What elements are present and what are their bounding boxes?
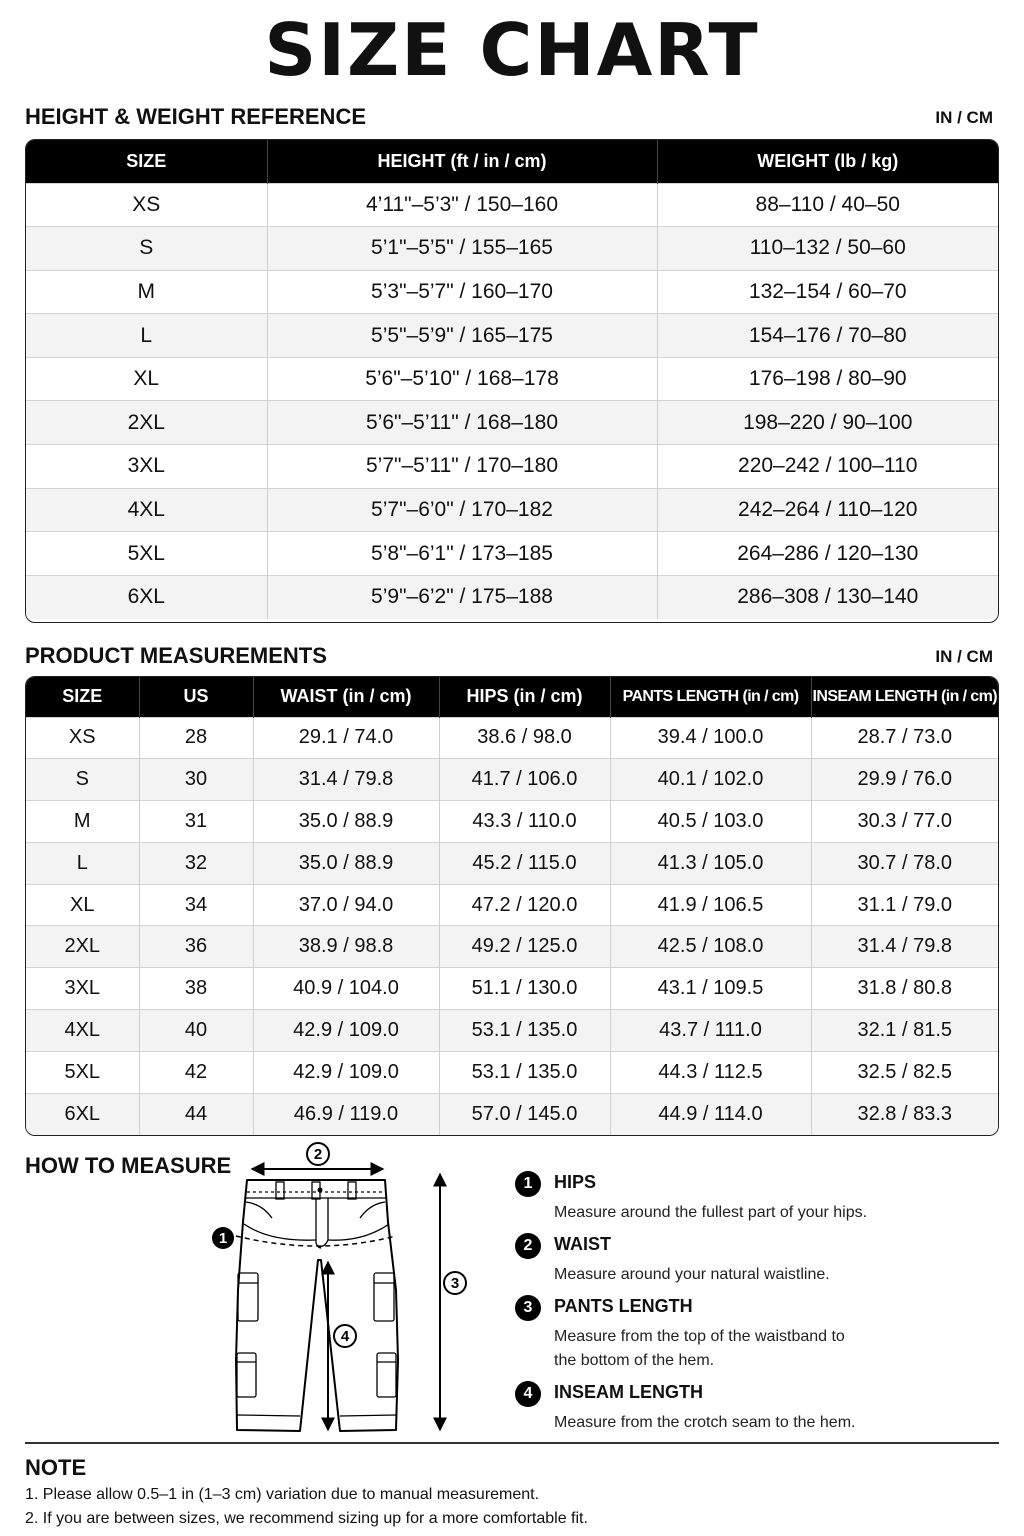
product-measurements-table	[25, 676, 999, 1136]
cell-height: 5’5"–5’9" / 165–175	[267, 314, 657, 358]
cell-size: L	[26, 314, 267, 358]
cell-pants-length: 40.5 / 103.0	[610, 801, 811, 843]
cell-us: 30	[139, 759, 253, 801]
cell-height: 5’3"–5’7" / 160–170	[267, 270, 657, 314]
cell-size: XL	[26, 884, 139, 926]
cell-height: 5’8"–6’1" / 173–185	[267, 532, 657, 576]
column-header-waist: WAIST (in / cm)	[253, 677, 439, 717]
cell-hips: 57.0 / 145.0	[439, 1093, 610, 1135]
cell-hips: 53.1 / 135.0	[439, 1010, 610, 1052]
cell-waist: 31.4 / 79.8	[253, 759, 439, 801]
cell-waist: 29.1 / 74.0	[253, 717, 439, 759]
cell-height: 5’1"–5’5" / 155–165	[267, 227, 657, 271]
divider	[25, 1442, 999, 1444]
cell-pants-length: 39.4 / 100.0	[610, 717, 811, 759]
cell-us: 42	[139, 1051, 253, 1093]
cell-waist: 35.0 / 88.9	[253, 842, 439, 884]
column-header-size: SIZE	[26, 677, 139, 717]
cell-inseam-length: 31.1 / 79.0	[811, 884, 998, 926]
column-header-hips: HIPS (in / cm)	[439, 677, 610, 717]
step-number: 3	[515, 1295, 541, 1321]
cell-hips: 51.1 / 130.0	[439, 968, 610, 1010]
cell-weight: 198–220 / 90–100	[657, 401, 998, 445]
step-description: Measure from the crotch seam to the hem.	[554, 1414, 856, 1431]
cell-hips: 49.2 / 125.0	[439, 926, 610, 968]
cell-size: 6XL	[26, 575, 267, 619]
cell-height: 5’6"–5’11" / 168–180	[267, 401, 657, 445]
cell-pants-length: 41.3 / 105.0	[610, 842, 811, 884]
height-weight-units: IN / CM	[935, 108, 993, 127]
column-header-height: HEIGHT (ft / in / cm)	[267, 140, 657, 183]
table-row	[26, 926, 998, 968]
height-weight-table	[25, 139, 999, 623]
cell-size: 3XL	[26, 445, 267, 489]
cell-weight: 220–242 / 100–110	[657, 445, 998, 489]
cell-hips: 41.7 / 106.0	[439, 759, 610, 801]
how-to-measure-heading: HOW TO MEASURE	[25, 1153, 232, 1178]
cell-hips: 47.2 / 120.0	[439, 884, 610, 926]
cell-hips: 45.2 / 115.0	[439, 842, 610, 884]
cell-us: 28	[139, 717, 253, 759]
cell-size: M	[26, 801, 139, 843]
step-number: 1	[515, 1171, 541, 1197]
cell-us: 40	[139, 1010, 253, 1052]
cell-pants-length: 43.1 / 109.5	[610, 968, 811, 1010]
table-row	[26, 759, 998, 801]
table-row	[26, 1093, 998, 1135]
cell-height: 5’6"–5’10" / 168–178	[267, 357, 657, 401]
column-header-pants-length: PANTS LENGTH (in / cm)	[610, 677, 811, 717]
marker-4-label: 4	[340, 1328, 350, 1345]
cell-inseam-length: 32.8 / 83.3	[811, 1093, 998, 1135]
note-line: 1. Please allow 0.5–1 in (1–3 cm) variation due to manual measurement.	[25, 1486, 540, 1503]
cell-waist: 35.0 / 88.9	[253, 801, 439, 843]
step-label: INSEAM LENGTH	[554, 1382, 704, 1402]
step-description: Measure from the top of the waistband to the bottom of the hem.	[554, 1328, 845, 1369]
cell-us: 34	[139, 884, 253, 926]
cell-height: 5’9"–6’2" / 175–188	[267, 575, 657, 619]
table-row	[26, 227, 998, 271]
column-header-us: US	[139, 677, 253, 717]
step-number: 4	[515, 1381, 541, 1407]
cell-height: 4’11"–5’3" / 150–160	[267, 183, 657, 227]
table-row	[26, 717, 998, 759]
step-label: PANTS LENGTH	[554, 1296, 693, 1316]
product-measurements-heading: PRODUCT MEASUREMENTS	[25, 643, 327, 668]
step-description: Measure around your natural waistline.	[554, 1266, 830, 1283]
table-row	[26, 445, 998, 489]
cell-weight: 132–154 / 60–70	[657, 270, 998, 314]
cell-pants-length: 42.5 / 108.0	[610, 926, 811, 968]
cell-weight: 154–176 / 70–80	[657, 314, 998, 358]
cell-weight: 176–198 / 80–90	[657, 357, 998, 401]
cell-inseam-length: 32.5 / 82.5	[811, 1051, 998, 1093]
height-weight-heading: HEIGHT & WEIGHT REFERENCE	[25, 104, 367, 129]
column-header-inseam-length: INSEAM LENGTH (in / cm)	[811, 677, 998, 717]
marker-3-label: 3	[450, 1275, 460, 1292]
cell-waist: 42.9 / 109.0	[253, 1051, 439, 1093]
cell-weight: 110–132 / 50–60	[657, 227, 998, 271]
cell-us: 32	[139, 842, 253, 884]
cell-pants-length: 44.3 / 112.5	[610, 1051, 811, 1093]
table-row	[26, 842, 998, 884]
table-row	[26, 801, 998, 843]
cell-height: 5’7"–6’0" / 170–182	[267, 488, 657, 532]
cell-inseam-length: 29.9 / 76.0	[811, 759, 998, 801]
cell-height: 5’7"–5’11" / 170–180	[267, 445, 657, 489]
cell-inseam-length: 30.7 / 78.0	[811, 842, 998, 884]
cell-inseam-length: 31.8 / 80.8	[811, 968, 998, 1010]
cell-size: 3XL	[26, 968, 139, 1010]
note-heading: NOTE	[25, 1455, 87, 1480]
cell-inseam-length: 31.4 / 79.8	[811, 926, 998, 968]
cell-pants-length: 43.7 / 111.0	[610, 1010, 811, 1052]
table-row	[26, 532, 998, 576]
table-row	[26, 1010, 998, 1052]
cell-size: XS	[26, 717, 139, 759]
cell-inseam-length: 28.7 / 73.0	[811, 717, 998, 759]
table-row	[26, 488, 998, 532]
cell-waist: 38.9 / 98.8	[253, 926, 439, 968]
cell-size: L	[26, 842, 139, 884]
cell-inseam-length: 30.3 / 77.0	[811, 801, 998, 843]
cell-size: 5XL	[26, 1051, 139, 1093]
cell-size: 5XL	[26, 532, 267, 576]
step-number: 2	[515, 1233, 541, 1259]
cell-weight: 264–286 / 120–130	[657, 532, 998, 576]
cell-waist: 40.9 / 104.0	[253, 968, 439, 1010]
cell-us: 38	[139, 968, 253, 1010]
cell-size: 6XL	[26, 1093, 139, 1135]
table-row	[26, 884, 998, 926]
cell-size: XS	[26, 183, 267, 227]
cell-us: 44	[139, 1093, 253, 1135]
marker-1-label: 1	[218, 1230, 228, 1247]
step-label: WAIST	[554, 1234, 611, 1254]
cell-pants-length: 41.9 / 106.5	[610, 884, 811, 926]
product-measurements-units: IN / CM	[935, 647, 993, 666]
cell-hips: 38.6 / 98.0	[439, 717, 610, 759]
cell-us: 31	[139, 801, 253, 843]
table-row	[26, 357, 998, 401]
cell-size: S	[26, 227, 267, 271]
marker-2-label: 2	[313, 1146, 323, 1163]
table-row	[26, 270, 998, 314]
cell-waist: 46.9 / 119.0	[253, 1093, 439, 1135]
column-header-weight: WEIGHT (lb / kg)	[657, 140, 998, 183]
cell-weight: 242–264 / 110–120	[657, 488, 998, 532]
cell-size: XL	[26, 357, 267, 401]
cell-hips: 53.1 / 135.0	[439, 1051, 610, 1093]
note-line: 2. If you are between sizes, we recommend sizing up for a more comfortable fit.	[25, 1510, 588, 1527]
cell-weight: 88–110 / 40–50	[657, 183, 998, 227]
table-row	[26, 401, 998, 445]
cell-waist: 37.0 / 94.0	[253, 884, 439, 926]
cell-pants-length: 44.9 / 114.0	[610, 1093, 811, 1135]
step-description: Measure around the fullest part of your hips.	[554, 1204, 868, 1221]
table-row	[26, 968, 998, 1010]
table-row	[26, 1051, 998, 1093]
cell-pants-length: 40.1 / 102.0	[610, 759, 811, 801]
cell-size: 4XL	[26, 488, 267, 532]
cell-us: 36	[139, 926, 253, 968]
cell-weight: 286–308 / 130–140	[657, 575, 998, 619]
pants-diagram-icon	[200, 1140, 490, 1440]
table-row	[26, 183, 998, 227]
page-title: SIZE CHART	[264, 8, 760, 92]
table-row	[26, 314, 998, 358]
column-header-size: SIZE	[26, 140, 267, 183]
cell-size: M	[26, 270, 267, 314]
cell-size: 2XL	[26, 401, 267, 445]
cell-inseam-length: 32.1 / 81.5	[811, 1010, 998, 1052]
step-label: HIPS	[554, 1172, 597, 1192]
cell-size: S	[26, 759, 139, 801]
cell-size: 2XL	[26, 926, 139, 968]
cell-size: 4XL	[26, 1010, 139, 1052]
cell-waist: 42.9 / 109.0	[253, 1010, 439, 1052]
cell-hips: 43.3 / 110.0	[439, 801, 610, 843]
table-row	[26, 575, 998, 619]
